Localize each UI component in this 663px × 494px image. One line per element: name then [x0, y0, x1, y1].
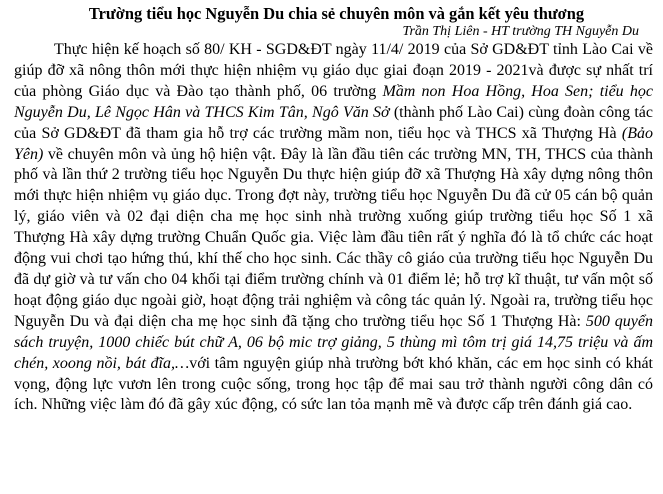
body-text-part-2: (thành phố Lào Cai) cùng đoàn công tác của Sở GD&ĐT đã tham gia hỗ trợ các trường mầm non, tiểu học và THCS xã Thượng Hà	[14, 103, 654, 142]
donation-list: 500 quyển sách truyện, 1000 chiếc bút chữ A, 06 bộ mic trợ giảng, 5 thùng mì tôm trị giá 14,75 triệu và ấm chén, xoong nồi, bát đĩa,…	[14, 312, 654, 372]
district-name: (Bảo Yên)	[14, 124, 653, 163]
article-body	[14, 40, 653, 416]
article-author: Trần Thị Liên - HT trường TH Nguyễn Du	[402, 24, 639, 39]
body-text-part-3: về chuyên môn và ủng hộ hiện vật. Đây là lần đầu tiên các trường MN, TH, THCS của thành phố và lần thứ 2 trường tiểu học Nguyễn Du thực hiện giúp đỡ xã Thượng Hà xây dựng nông thôn mới thực hiện nhiệm vụ giáo dục. Trong đợt này, trường tiểu học Nguyễn Du đã cử 05 cán bộ quản lý, giáo viên và 02 đại diện cha mẹ học sinh nhà trường xuống giúp trường tiểu học Số 1 xã Thượng Hà xây dựng trường Chuẩn Quốc gia. Việc làm đầu tiên rất ý nghĩa đó là tổ chức các hoạt động vui chơi tạo hứng thú, khí thế cho học sinh. Các thầy cô giáo của trường tiểu học Nguyễn Du đã dự giờ và tư vấn cho 04 khối tại điểm trường chính và 01 điểm lẻ; hỗ trợ kĩ thuật, tư vấn một số hoạt động giáo dục ngoài giờ, hoạt động trải nghiệm và công tác quản lý. Ngoài ra, trường tiểu học Nguyễn Du và đại diện cha mẹ học sinh đã tặng cho trường tiểu học Số 1 Thượng Hà:	[14, 145, 653, 330]
article-title: Trường tiểu học Nguyễn Du chia sẻ chuyên môn và gắn kết yêu thương	[88, 4, 585, 23]
body-text-part-1: Thực hiện kế hoạch số 80/ KH - SGD&ĐT ngày 11/4/ 2019 của Sở GD&ĐT tỉnh Lào Cai về giúp đỡ xã nông thôn mới thực hiện nhiệm vụ giáo dục giai đoạn 2019 - 2021và được sự nhất trí của phòng Giáo dục và Đào tạo thành phố, 06 trường	[14, 41, 653, 100]
school-names: Mầm non Hoa Hồng, Hoa Sen; tiểu học Nguyễn Du, Lê Ngọc Hân và THCS Kim Tân, Ngô Văn Sở	[14, 82, 653, 121]
body-text-part-4: với tâm nguyện giúp nhà trường bớt khó khăn, các em học sinh có khát vọng, động lực vươn lên trong cuộc sống, trong học tập để mai sau trở thành người công dân có ích. Những việc làm đó đã gây xúc động, có sức lan tỏa mạnh mẽ và được cấp trên đánh giá cao.	[14, 354, 654, 414]
